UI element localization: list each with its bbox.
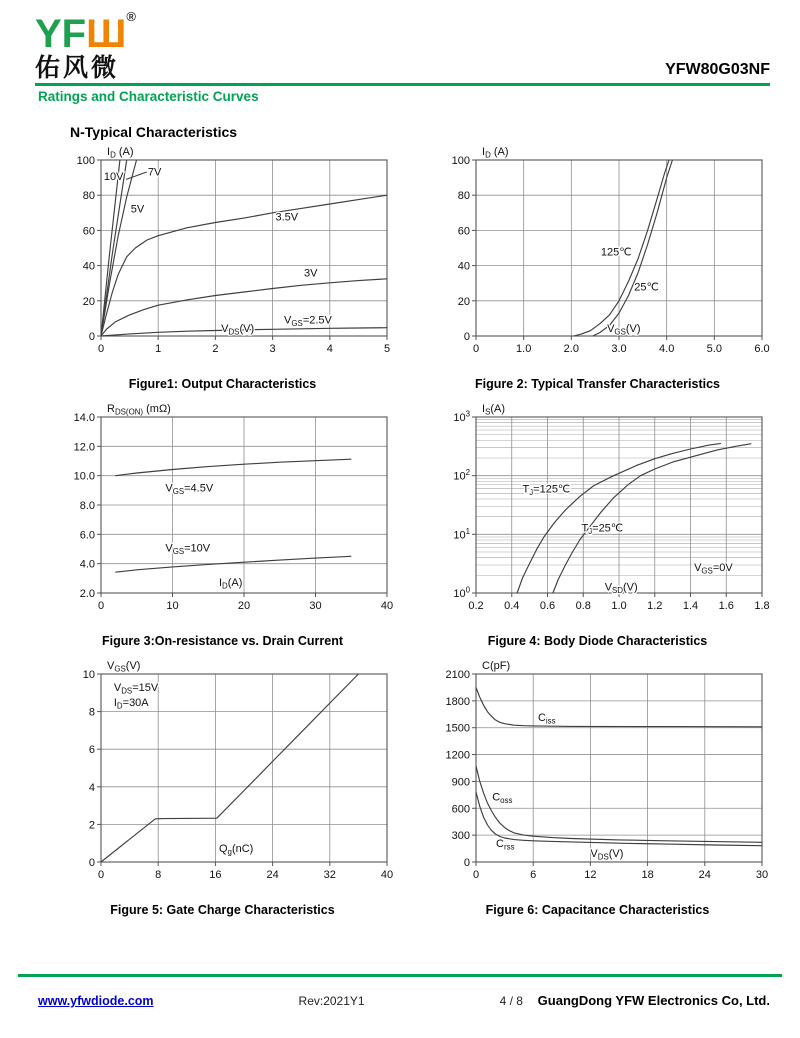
chart-svg [49,401,397,627]
svg-text:0: 0 [472,343,479,355]
svg-text:VGS=2.5V: $V_{GS}=2.5V$ [283,314,332,328]
svg-text:RDS(ON) (mΩ): $R_{DS(ON)}$ (mΩ) [106,403,171,417]
website-link[interactable]: www.yfwdiode.com [38,994,154,1008]
svg-text:8: 8 [154,869,161,881]
svg-text:0: 0 [472,869,479,881]
svg-text:40: 40 [380,869,393,881]
svg-text:600: 600 [451,803,470,816]
svg-text:100: $10^0$ [452,585,470,600]
header-divider [35,83,770,86]
svg-text:20: 20 [82,295,95,308]
svg-text:TJ=125℃: $T_J=125℃$ [521,483,570,498]
figure3-chart [49,401,397,632]
svg-text:2.0: 2.0 [79,588,95,600]
svg-text:125℃: 125℃ [600,246,632,259]
logo-w-glyph: Ш [86,12,127,56]
revision-label: Rev:2021Y1 [298,994,365,1008]
svg-text:14.0: 14.0 [73,412,95,424]
figure2-chart [424,144,772,375]
svg-text:TJ=25℃: $T_J=25℃$ [580,522,623,537]
svg-text:30: 30 [755,869,768,881]
svg-text:6.0: 6.0 [79,529,95,542]
chart-svg [49,658,397,896]
svg-text:100: 100 [76,155,95,167]
svg-text:VGS=0V: $V_{GS}=0V$ [693,561,733,576]
logo-text-green: YF [35,12,87,56]
svg-text:6.0: 6.0 [753,343,770,355]
svg-text:40: 40 [457,260,470,273]
svg-text:VSD(V): $V_{SD}(V)$ [604,581,638,595]
svg-text:Qg(nC): $Q_g(nC)$ [218,842,253,857]
figure6-caption: Figure 6: Capacitance Characteristics [485,903,710,917]
svg-text:5V: 5V [130,203,144,216]
figure5-chart [49,658,397,901]
svg-text:VGS(V): $V_{GS}(V)$ [106,660,140,674]
svg-text:1.8: 1.8 [753,600,770,612]
svg-text:3V: 3V [303,267,318,280]
svg-text:2: 2 [88,819,95,832]
svg-text:8: 8 [88,706,95,719]
svg-text:VGS(V): $V_{GS}(V)$ [606,323,641,337]
company-logo [35,10,136,81]
svg-text:40: 40 [380,600,393,612]
svg-text:0: 0 [97,600,104,612]
svg-text:0: 0 [88,331,95,343]
svg-text:VDS(V): $V_{DS}(V)$ [220,323,254,337]
figure3-caption: Figure 3:On-resistance vs. Drain Current [101,634,344,648]
svg-text:ID(A): $I_D(A)$ [218,577,242,591]
figure2-caption: Figure 2: Typical Transfer Characteristics [474,377,720,391]
page-footer [18,974,782,1008]
svg-text:20: 20 [237,600,250,612]
registered-mark: ® [126,9,136,24]
svg-text:12: 12 [583,869,597,881]
svg-text:60: 60 [82,225,95,238]
svg-text:1800: 1800 [445,695,470,708]
svg-text:30: 30 [308,600,322,612]
svg-text:3.5V: 3.5V [274,211,298,224]
svg-text:0: 0 [97,869,104,881]
svg-text:5.0: 5.0 [706,343,722,355]
svg-text:25℃: 25℃ [633,281,659,294]
figure1-chart [49,144,397,375]
svg-text:102: $10^2$ [452,468,470,483]
logo-chinese-text: 佑风微 [35,54,120,82]
svg-text:ID (A): $I_D$ (A) [106,146,134,160]
chart-svg [49,144,397,370]
svg-text:6: 6 [88,744,95,757]
svg-text:1.0: 1.0 [610,600,627,612]
svg-text:C(pF): C(pF) [481,660,510,672]
svg-text:VDS(V): $V_{DS}(V)$ [589,848,623,862]
svg-text:1200: 1200 [445,749,470,762]
svg-text:4: 4 [88,781,95,794]
section-title: Ratings and Characteristic Curves [38,89,259,104]
svg-text:10.0: 10.0 [73,470,95,483]
svg-text:100: 100 [451,155,470,167]
svg-text:0: 0 [463,331,470,343]
svg-text:0.8: 0.8 [575,600,591,612]
svg-text:20: 20 [457,295,470,308]
page-heading: N-Typical Characteristics [70,124,238,140]
svg-text:ID (A): $I_D$ (A) [481,146,509,160]
svg-text:0: 0 [97,343,104,355]
svg-text:16: 16 [208,869,222,881]
svg-text:80: 80 [457,190,470,203]
figure1-caption: Figure1: Output Characteristics [128,377,317,391]
svg-text:32: 32 [323,869,336,881]
svg-text:VDS=15V: $V_{DS}=15V$ [113,682,158,696]
figure6-block [424,658,772,917]
svg-text:Coss: $C_{oss}$ [491,791,512,806]
svg-text:ID=30A: $I_D=30A$ [113,697,149,711]
svg-text:0.2: 0.2 [467,600,484,612]
figure1-block [49,144,397,391]
svg-text:18: 18 [640,869,654,881]
page-header [0,0,800,104]
figure4-chart [424,401,772,632]
svg-text:300: 300 [451,830,470,843]
figure4-block [424,401,772,648]
svg-text:1.2: 1.2 [646,600,662,612]
svg-text:60: 60 [457,225,470,238]
svg-text:12.0: 12.0 [73,441,95,454]
svg-text:900: 900 [451,776,470,789]
svg-text:VGS=4.5V: $V_{GS}=4.5V$ [164,482,213,496]
svg-text:10: 10 [82,669,95,681]
chart-svg [424,658,772,896]
svg-text:10: 10 [165,600,179,612]
svg-text:Ciss: $C_{iss}$ [537,711,556,726]
figure5-caption: Figure 5: Gate Charge Characteristics [110,903,335,917]
svg-text:0.4: 0.4 [503,600,519,612]
svg-text:103: $10^3$ [452,409,470,424]
svg-text:2: 2 [211,343,218,355]
svg-text:24: 24 [265,869,279,881]
part-number: YFW80G03NF [665,61,770,78]
svg-text:6: 6 [529,869,536,881]
chart-svg [424,144,772,370]
svg-text:1: 1 [154,343,161,355]
figure4-caption: Figure 4: Body Diode Characteristics [487,634,708,648]
page-indicator: 4 / 8 [499,994,523,1008]
svg-text:1.6: 1.6 [718,600,734,612]
figure6-chart [424,658,772,901]
svg-text:24: 24 [698,869,711,881]
svg-text:101: $10^1$ [452,526,470,542]
svg-text:4.0: 4.0 [658,343,674,355]
svg-text:Crss: $C_{rss}$ [495,838,515,852]
footer-divider [18,974,782,977]
charts-grid [48,144,772,917]
svg-text:3: 3 [269,343,276,355]
svg-text:2100: 2100 [445,669,470,681]
svg-text:1.0: 1.0 [515,343,531,355]
svg-text:2.0: 2.0 [563,343,579,355]
chart-svg [424,401,772,627]
svg-text:5: 5 [383,343,390,355]
svg-text:0: 0 [463,857,470,869]
svg-text:1500: 1500 [445,722,470,735]
svg-text:IS(A): $I_S(A)$ [481,403,505,417]
svg-text:0.6: 0.6 [539,600,555,612]
svg-text:3.0: 3.0 [610,343,627,355]
svg-text:4: 4 [326,343,333,355]
svg-text:0: 0 [88,857,95,869]
svg-text:7V: 7V [147,166,161,179]
figure3-block [49,401,397,648]
svg-text:VGS=10V: $V_{GS}=10V$ [164,542,210,557]
svg-text:4.0: 4.0 [79,558,95,571]
figure2-block [424,144,772,391]
svg-text:80: 80 [82,190,95,203]
svg-text:40: 40 [82,260,95,273]
svg-text:1.4: 1.4 [682,600,698,612]
company-name: GuangDong YFW Electronics Co, Ltd. [537,993,770,1008]
svg-text:10V: 10V [103,170,123,183]
figure5-block [49,658,397,917]
svg-text:8.0: 8.0 [79,500,95,512]
